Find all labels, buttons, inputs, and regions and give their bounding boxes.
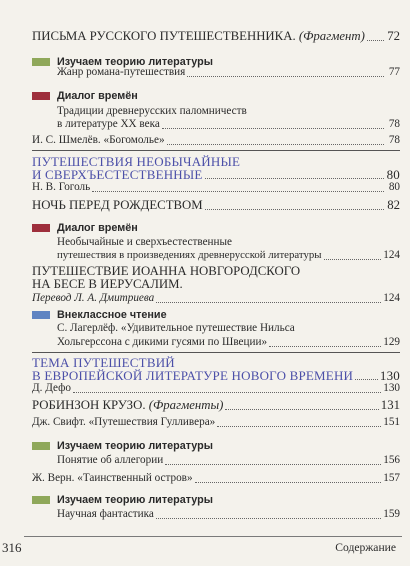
page-number: 151 <box>383 416 400 428</box>
page-number: 156 <box>383 454 400 466</box>
leader-dots <box>156 518 381 519</box>
page-number: 131 <box>380 398 400 412</box>
green-marker-icon <box>32 58 50 66</box>
toc-entry-letters[interactable] <box>32 30 400 43</box>
heading-dialog-times-2 <box>32 222 138 234</box>
leader-dots <box>355 379 378 380</box>
leader-dots <box>324 259 382 260</box>
toc-entry-lagerlof[interactable] <box>57 336 400 349</box>
divider <box>32 352 400 353</box>
toc-entry-unusual[interactable] <box>57 249 400 262</box>
heading-dialog-times <box>32 90 138 102</box>
toc-entry-traditions-line1: Традиции древнерусских паломничеств <box>57 105 247 117</box>
toc-entry-shmelev[interactable] <box>32 134 400 147</box>
toc-entry-scifi[interactable] <box>57 508 400 521</box>
green-marker-icon <box>32 442 50 450</box>
page-number: 130 <box>379 368 400 383</box>
heading-label: Диалог времён <box>57 222 138 234</box>
leader-dots <box>205 209 384 210</box>
toc-entry-genre[interactable] <box>57 66 400 79</box>
leader-dots <box>162 128 384 129</box>
entry-note: (Фрагмент) <box>298 29 365 43</box>
page-number: 130 <box>383 382 400 394</box>
heading-extracurricular <box>32 309 167 321</box>
toc-entry-allegory[interactable] <box>57 454 400 467</box>
page-number: 80 <box>388 181 400 193</box>
toc-entry-ioann-line2[interactable] <box>32 278 400 291</box>
page-number: 78 <box>388 118 400 130</box>
toc-entry-lagerlof-line1: С. Лагерлёф. «Удивительное путешествие Нильса <box>57 322 295 334</box>
heading-learn-theory-3 <box>32 494 213 506</box>
toc-entry-defoe[interactable] <box>32 382 400 395</box>
leader-dots <box>225 409 378 410</box>
toc-entry-verne[interactable] <box>32 472 400 485</box>
toc-entry-gogol[interactable] <box>32 181 400 194</box>
heading-label: Изучаем теорию литературы <box>57 440 213 452</box>
red-marker-icon <box>32 224 50 232</box>
entry-title: ПУТЕШЕСТВИЕ ИОАННА НОВГОРОДСКОГО <box>32 264 301 278</box>
section-title-line2-row <box>32 168 400 181</box>
red-marker-icon <box>32 92 50 100</box>
toc-entry-unusual-line1: Необычайные и сверхъестественные <box>57 236 233 248</box>
leader-dots <box>205 178 384 179</box>
page-number: 77 <box>388 66 400 78</box>
blue-marker-icon <box>32 311 50 319</box>
entry-title: Перевод Л. А. Дмитриева <box>32 292 155 304</box>
entry-title: РОБИНЗОН КРУЗО. <box>32 398 146 412</box>
page-number: 124 <box>383 249 400 261</box>
page-number: 159 <box>383 508 400 520</box>
leader-dots <box>269 346 381 347</box>
heading-learn-theory-2 <box>32 440 213 452</box>
page-number: 78 <box>388 134 400 146</box>
heading-label: Изучаем теорию литературы <box>57 494 213 506</box>
entry-title: Ж. Верн. «Таинственный остров» <box>32 472 193 484</box>
heading-label: Изучаем теорию литературы <box>57 56 213 68</box>
leader-dots <box>217 426 381 427</box>
leader-dots <box>187 76 384 77</box>
page-number: 80 <box>386 167 400 182</box>
leader-dots <box>167 144 384 145</box>
entry-title: путешествия в произведениях древнерусской литературы <box>57 249 322 261</box>
entry-title: Понятие об аллегории <box>57 454 164 466</box>
leader-dots <box>367 40 384 41</box>
page-number: 157 <box>383 472 400 484</box>
entry-title: Научная фантастика <box>57 508 154 520</box>
toc-entry-night-before-christmas[interactable] <box>32 199 400 212</box>
page-number: 129 <box>383 336 400 348</box>
page-number: 72 <box>387 29 400 43</box>
section-title-line2-row <box>32 369 400 382</box>
section-title-european-travel[interactable] <box>32 355 400 383</box>
toc-entry-translation[interactable] <box>32 292 400 305</box>
heading-label: Диалог времён <box>57 90 138 102</box>
leader-dots <box>92 191 384 192</box>
page-number: 82 <box>387 198 400 212</box>
section-title-line1: ПУТЕШЕСТВИЯ НЕОБЫЧАЙНЫЕ <box>32 154 241 169</box>
page-number: 124 <box>383 292 400 304</box>
entry-title: Н. В. Гоголь <box>32 181 91 193</box>
green-marker-icon <box>32 496 50 504</box>
entry-title: И СВЕРХЪЕСТЕСТВЕННЫЕ <box>32 167 203 182</box>
leader-dots <box>156 302 381 303</box>
toc-entry-traditions[interactable] <box>57 118 400 131</box>
entry-title: Д. Дефо <box>32 382 71 394</box>
footer-rule <box>24 536 402 537</box>
entry-title: ПИСЬМА РУССКОГО ПУТЕШЕСТВЕННИКА. <box>32 29 296 43</box>
entry-title: НОЧЬ ПЕРЕД РОЖДЕСТВОМ <box>32 198 203 212</box>
entry-title: Хольгерссона с дикими гусями по Швеции» <box>57 336 268 348</box>
entry-title: в литературе XX века <box>57 118 160 130</box>
leader-dots <box>73 392 381 393</box>
toc-entry-swift[interactable] <box>32 416 400 429</box>
entry-title: НА БЕСЕ В ИЕРУСАЛИМ. <box>32 277 183 291</box>
leader-dots <box>195 482 382 483</box>
entry-title: Жанр романа-путешествия <box>57 66 186 78</box>
entry-title: В ЕВРОПЕЙСКОЙ ЛИТЕРАТУРЕ НОВОГО ВРЕМЕНИ <box>32 368 354 383</box>
footer-label: Содержание <box>335 541 396 554</box>
leader-dots <box>165 464 381 465</box>
divider <box>32 150 400 151</box>
toc-entry-robinson[interactable] <box>32 399 400 412</box>
section-title-unusual-journeys[interactable] <box>32 154 400 182</box>
section-title-line1: ТЕМА ПУТЕШЕСТВИЙ <box>32 355 175 370</box>
footer-page-number: 316 <box>2 540 22 555</box>
entry-title: И. С. Шмелёв. «Богомолье» <box>32 134 165 146</box>
entry-note: (Фрагменты) <box>148 398 224 412</box>
heading-label: Внеклассное чтение <box>57 309 167 321</box>
entry-title: Дж. Свифт. «Путешествия Гулливера» <box>32 416 216 428</box>
